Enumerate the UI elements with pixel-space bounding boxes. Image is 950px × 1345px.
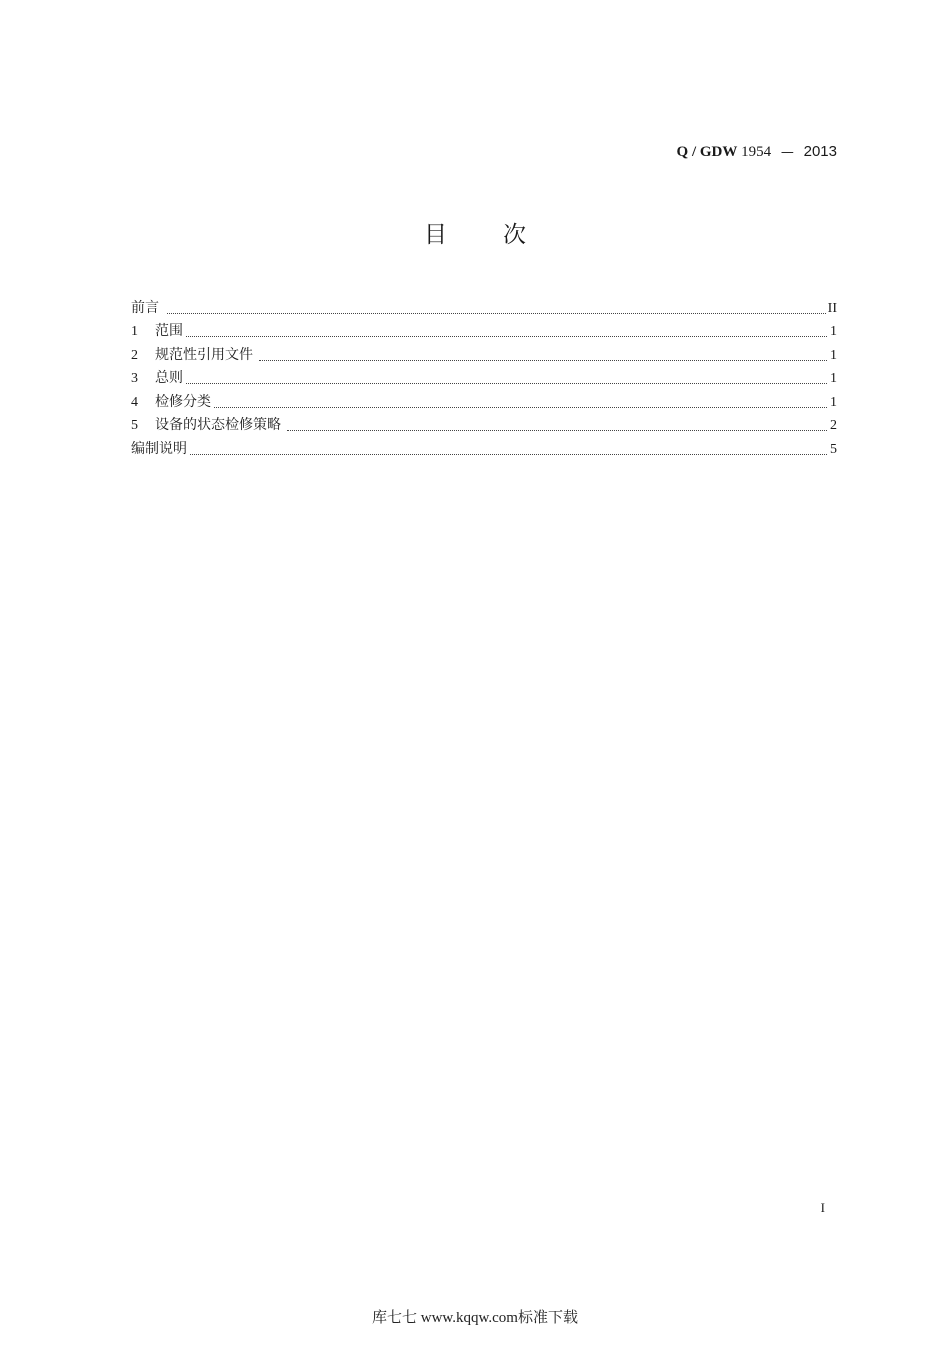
title-char-2: 次 xyxy=(503,222,526,248)
toc-page: 2 xyxy=(830,418,837,433)
toc-page: 1 xyxy=(830,371,837,386)
toc-entry-scope[interactable] xyxy=(131,318,837,342)
toc-label: 检修分类 xyxy=(155,394,211,410)
page-title xyxy=(0,220,950,250)
standard-prefix: Q / GDW xyxy=(676,144,738,160)
toc-label: 规范性引用文件 xyxy=(155,347,253,363)
page-number: I xyxy=(820,1200,825,1215)
toc-label: 设备的状态检修策略 xyxy=(155,418,281,433)
toc-label: 总则 xyxy=(155,371,183,386)
toc-leader xyxy=(214,407,827,408)
toc-number: 1 xyxy=(131,324,138,339)
toc-page: II xyxy=(827,300,837,316)
toc-page: 1 xyxy=(830,347,837,363)
toc-entry-condition-based-maintenance[interactable] xyxy=(131,412,837,436)
toc-number: 5 xyxy=(131,418,138,433)
toc-leader xyxy=(190,454,827,455)
toc-label: 范围 xyxy=(155,324,183,339)
table-of-contents xyxy=(131,294,837,459)
standard-code xyxy=(677,143,837,162)
standard-year: 2013 xyxy=(803,143,837,160)
toc-entry-compilation-notes[interactable] xyxy=(131,435,837,459)
toc-label: 编制说明 xyxy=(131,441,187,457)
toc-leader xyxy=(167,313,826,314)
footer-watermark: 库七七 www.kqqw.com标准下载 xyxy=(372,1310,578,1326)
standard-dash: — xyxy=(780,145,794,160)
toc-entry-normative-references[interactable] xyxy=(131,341,837,365)
toc-number: 3 xyxy=(131,371,138,386)
toc-leader xyxy=(287,430,827,431)
toc-entry-general[interactable] xyxy=(131,365,837,389)
title-char-1: 目 xyxy=(424,222,447,248)
toc-number: 2 xyxy=(131,347,138,363)
toc-leader xyxy=(259,360,827,361)
standard-number: 1954 xyxy=(741,144,772,160)
toc-entry-maintenance-classification[interactable] xyxy=(131,388,837,412)
toc-page: 5 xyxy=(830,441,837,457)
toc-entry-foreword[interactable] xyxy=(131,294,837,318)
toc-page: 1 xyxy=(830,324,837,339)
toc-page: 1 xyxy=(830,394,837,410)
toc-leader xyxy=(186,383,827,384)
toc-label: 前言 xyxy=(131,300,159,316)
toc-number: 4 xyxy=(131,394,138,410)
toc-leader xyxy=(186,336,827,337)
